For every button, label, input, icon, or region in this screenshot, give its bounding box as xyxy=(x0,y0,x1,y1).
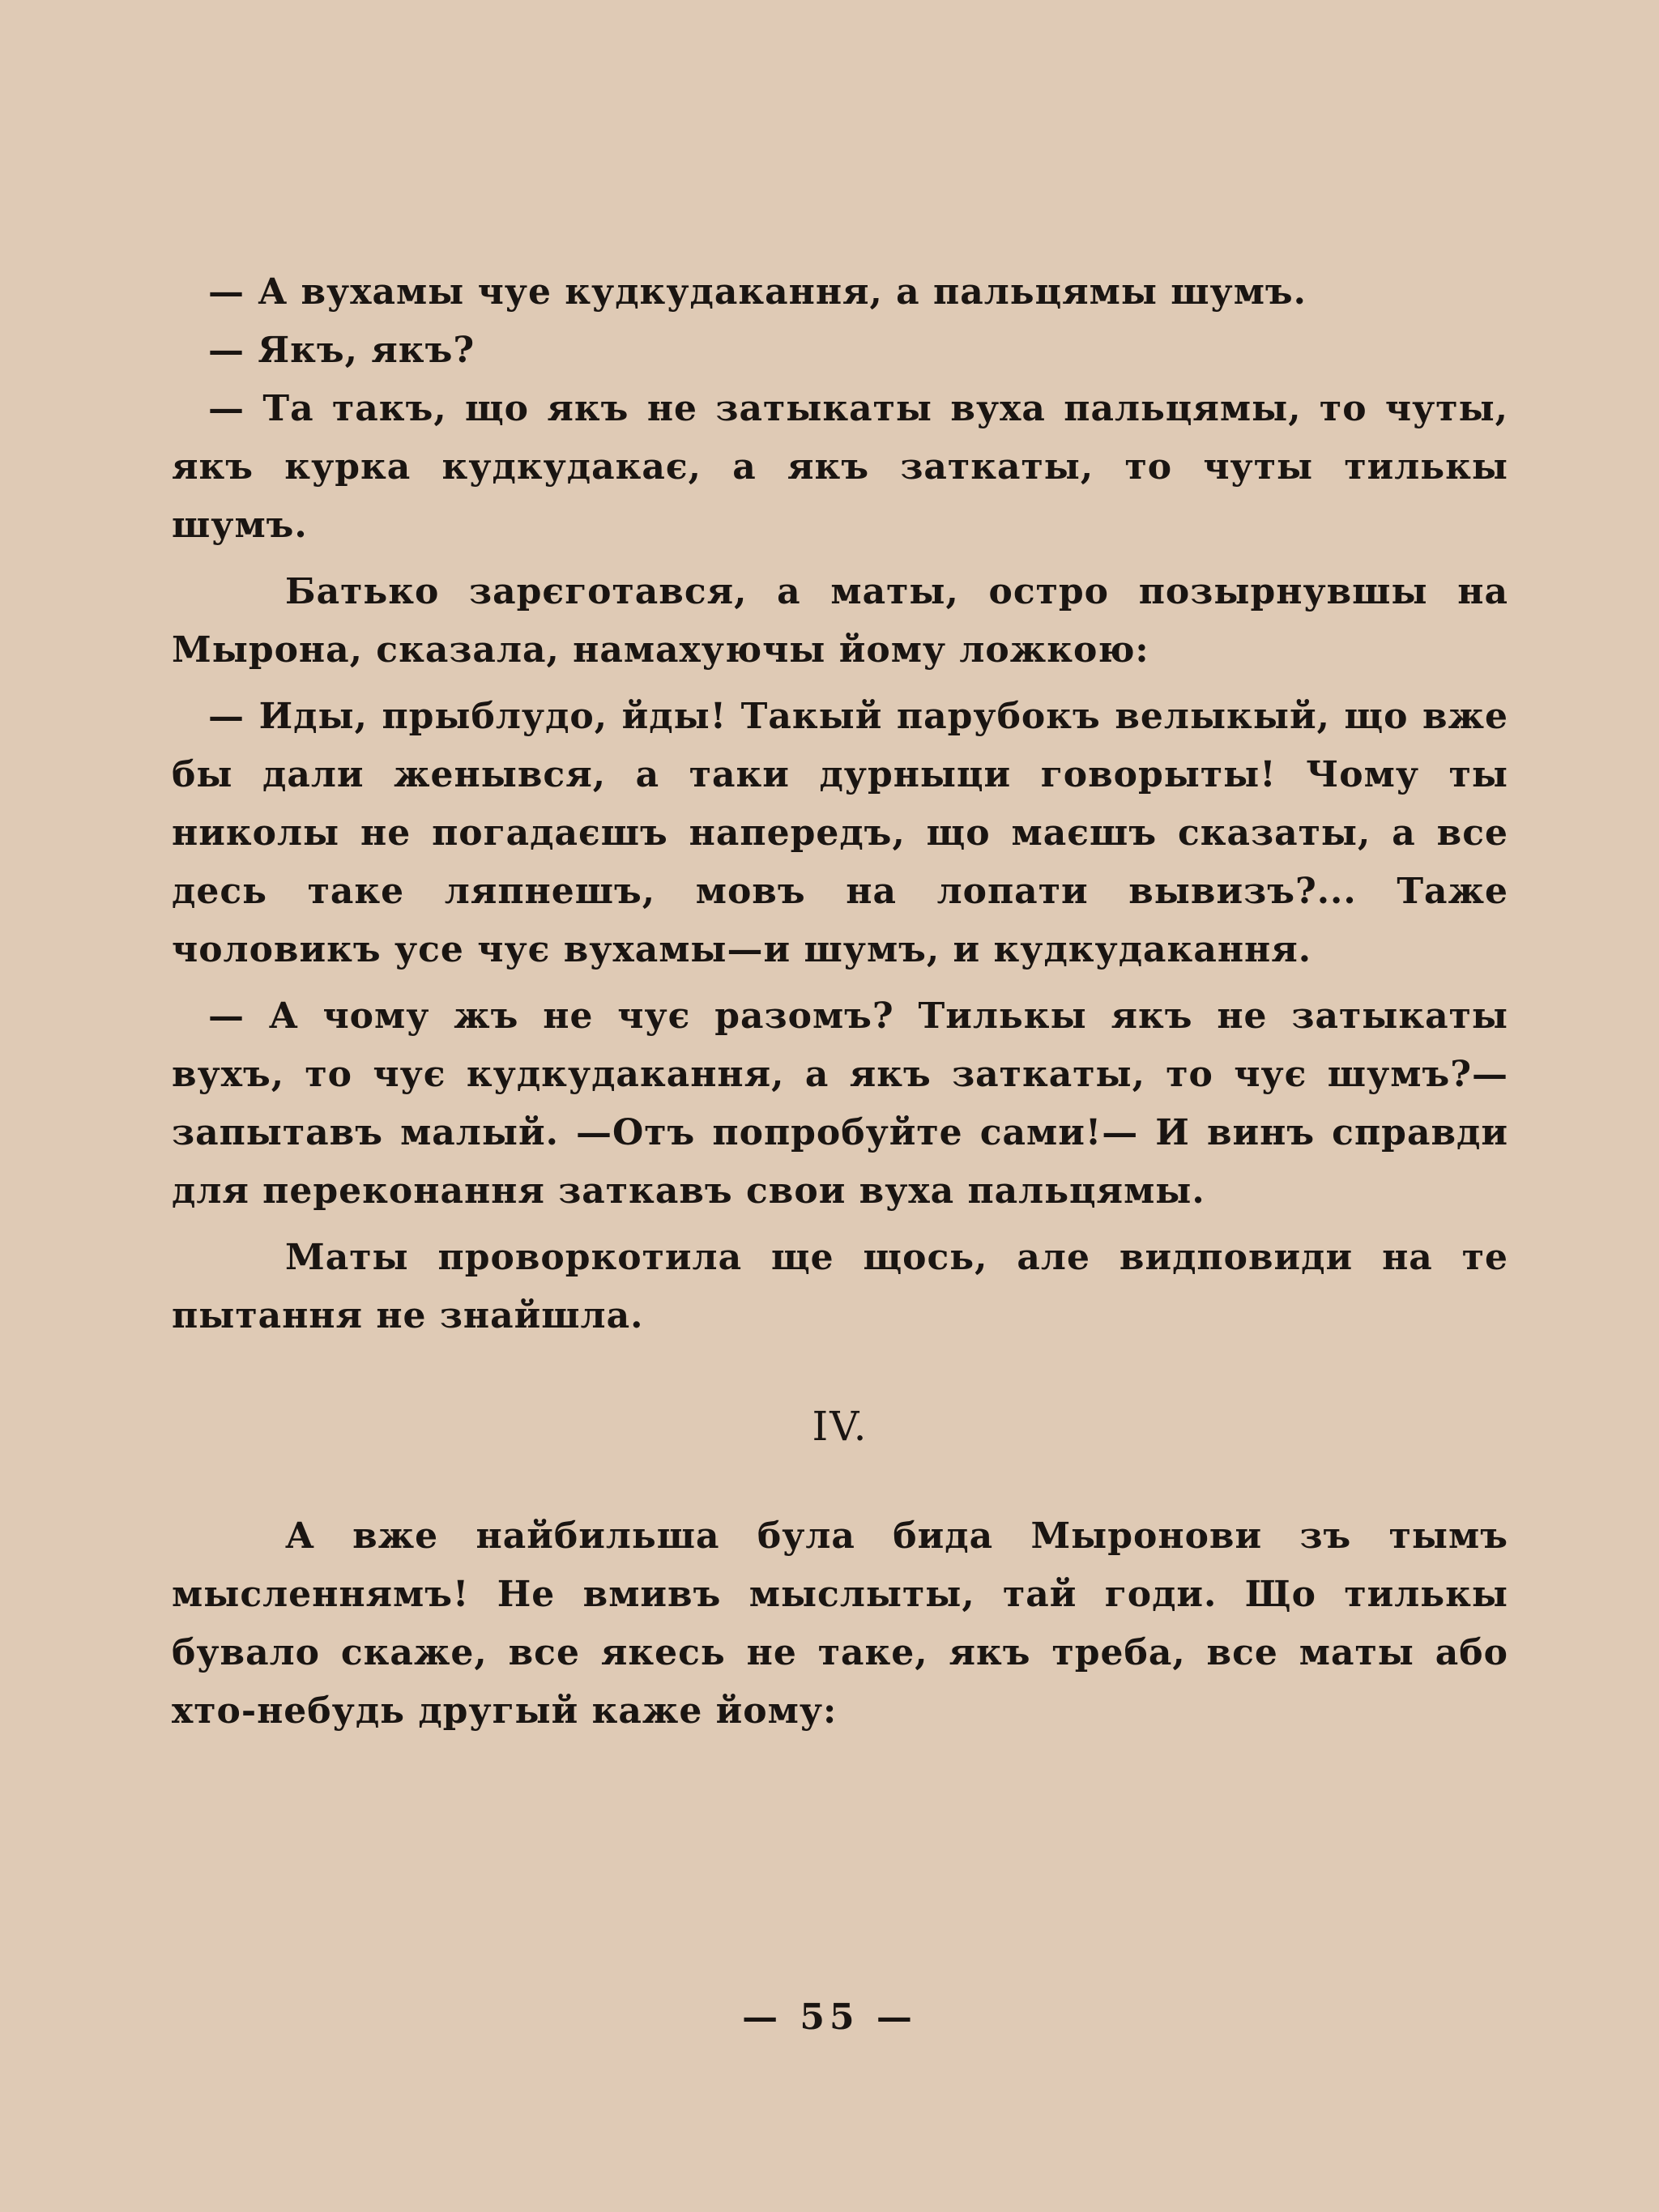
narrative-paragraph: Батько зарєготався, а маты, остро позырнувшы на Мырона, сказала, намахуючы йому ложкою: xyxy=(172,571,1508,671)
dialogue-line: — Иды, прыблудо, йды! Такый парубокъ велыкый, що вже бы дали женывся, а таки дурныци говорыты! Чому ты николы не погадаєшъ напередъ, що маєшъ сказаты, а все десь таке ляпнешъ, мовъ на лопати вывизъ?... Таже чоловикъ усе чує вухамы—и шумъ, и кудкудакання. xyxy=(172,696,1508,970)
dialogue-line: — А чому жъ не чує разомъ? Тилькы якъ не затыкаты вухъ, то чує кудкудакання, а якъ заткаты, то чує шумъ?—запытавъ малый. —Отъ попробуйте сами!— И винъ справди для переконання заткавъ свои вуха пальцямы. xyxy=(172,995,1508,1212)
narrative-paragraph: Маты проворкотила ще щось, але видповиди на те пытання не знайшла. xyxy=(172,1237,1508,1336)
paragraph-gap xyxy=(172,555,1508,563)
paragraph-gap xyxy=(172,979,1508,987)
dialogue-line: — А вухамы чуе кудкудакання, а пальцямы шумъ. xyxy=(208,271,1307,313)
chapter-heading: IV. xyxy=(812,1403,868,1450)
paragraph-gap xyxy=(172,1221,1508,1229)
book-page xyxy=(172,263,1508,1741)
dialogue-line: — Якъ, якъ? xyxy=(208,330,476,371)
page-number: — 55 — xyxy=(742,1997,917,2038)
dialogue-line: — Та такъ, що якъ не затыкаты вуха пальцямы, то чуты, якъ курка кудкудакає, а якъ заткаты, то чуты тилькы шумъ. xyxy=(172,388,1508,546)
paragraph-gap xyxy=(172,680,1508,688)
narrative-paragraph: А вже найбильша була бида Мыронови зъ тымъ мысленнямъ! Не вмивъ мыслыты, тай годи. Що тилькы бувало скаже, все якесь не таке, якъ треба, все маты або хто-небудь другый каже йому: xyxy=(172,1515,1508,1732)
